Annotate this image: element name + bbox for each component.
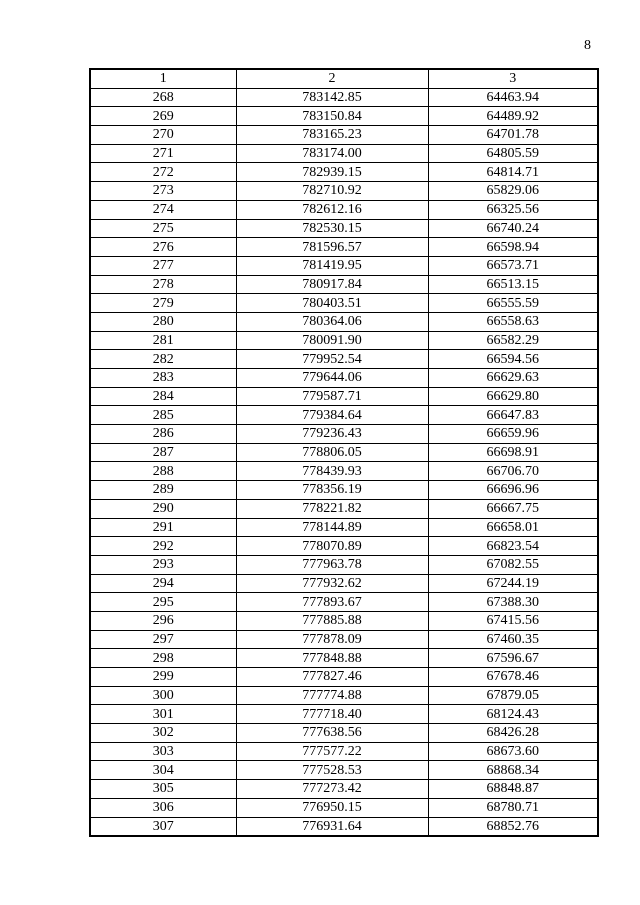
point-number-cell: 291 — [90, 518, 236, 537]
table-row — [90, 593, 598, 612]
point-number-cell: 272 — [90, 163, 236, 182]
table-row — [90, 798, 598, 817]
table-row — [90, 387, 598, 406]
x-coordinate-cell: 778144.89 — [236, 518, 428, 537]
y-coordinate-cell: 66555.59 — [428, 294, 598, 313]
y-coordinate-cell: 66740.24 — [428, 219, 598, 238]
point-number-cell: 284 — [90, 387, 236, 406]
table-row — [90, 256, 598, 275]
table-row — [90, 668, 598, 687]
table-row — [90, 705, 598, 724]
point-number-cell: 301 — [90, 705, 236, 724]
table-row — [90, 219, 598, 238]
y-coordinate-cell: 67388.30 — [428, 593, 598, 612]
table-row — [90, 649, 598, 668]
x-coordinate-cell: 779384.64 — [236, 406, 428, 425]
point-number-cell: 276 — [90, 238, 236, 257]
column-header: 2 — [236, 69, 428, 88]
table-row — [90, 780, 598, 799]
y-coordinate-cell: 68848.87 — [428, 780, 598, 799]
y-coordinate-cell: 66573.71 — [428, 256, 598, 275]
coordinates-table — [89, 68, 599, 837]
y-coordinate-cell: 68673.60 — [428, 742, 598, 761]
point-number-cell: 281 — [90, 331, 236, 350]
point-number-cell: 297 — [90, 630, 236, 649]
table-row — [90, 537, 598, 556]
table-row — [90, 817, 598, 836]
table-row — [90, 481, 598, 500]
table-row — [90, 126, 598, 145]
point-number-cell: 279 — [90, 294, 236, 313]
table-row — [90, 182, 598, 201]
y-coordinate-cell: 68780.71 — [428, 798, 598, 817]
x-coordinate-cell: 783150.84 — [236, 107, 428, 126]
x-coordinate-cell: 781419.95 — [236, 256, 428, 275]
point-number-cell: 270 — [90, 126, 236, 145]
x-coordinate-cell: 782710.92 — [236, 182, 428, 201]
x-coordinate-cell: 780364.06 — [236, 312, 428, 331]
x-coordinate-cell: 779952.54 — [236, 350, 428, 369]
y-coordinate-cell: 66629.80 — [428, 387, 598, 406]
y-coordinate-cell: 66513.15 — [428, 275, 598, 294]
table-row — [90, 611, 598, 630]
point-number-cell: 277 — [90, 256, 236, 275]
table-row — [90, 163, 598, 182]
table-row — [90, 275, 598, 294]
y-coordinate-cell: 67460.35 — [428, 630, 598, 649]
x-coordinate-cell: 782612.16 — [236, 200, 428, 219]
x-coordinate-cell: 778070.89 — [236, 537, 428, 556]
y-coordinate-cell: 66594.56 — [428, 350, 598, 369]
point-number-cell: 285 — [90, 406, 236, 425]
table-row — [90, 294, 598, 313]
x-coordinate-cell: 782939.15 — [236, 163, 428, 182]
y-coordinate-cell: 66647.83 — [428, 406, 598, 425]
y-coordinate-cell: 66667.75 — [428, 499, 598, 518]
point-number-cell: 300 — [90, 686, 236, 705]
point-number-cell: 275 — [90, 219, 236, 238]
point-number-cell: 299 — [90, 668, 236, 687]
table-row — [90, 499, 598, 518]
x-coordinate-cell: 780091.90 — [236, 331, 428, 350]
y-coordinate-cell: 66582.29 — [428, 331, 598, 350]
point-number-cell: 304 — [90, 761, 236, 780]
table-row — [90, 425, 598, 444]
y-coordinate-cell: 64489.92 — [428, 107, 598, 126]
y-coordinate-cell: 66658.01 — [428, 518, 598, 537]
page-number: 8 — [584, 38, 591, 53]
y-coordinate-cell: 68124.43 — [428, 705, 598, 724]
point-number-cell: 295 — [90, 593, 236, 612]
x-coordinate-cell: 782530.15 — [236, 219, 428, 238]
y-coordinate-cell: 66629.63 — [428, 369, 598, 388]
x-coordinate-cell: 783142.85 — [236, 88, 428, 107]
point-number-cell: 298 — [90, 649, 236, 668]
y-coordinate-cell: 67879.05 — [428, 686, 598, 705]
point-number-cell: 269 — [90, 107, 236, 126]
table-row — [90, 238, 598, 257]
y-coordinate-cell: 66598.94 — [428, 238, 598, 257]
table-row — [90, 724, 598, 743]
table-header — [90, 69, 598, 88]
y-coordinate-cell: 66706.70 — [428, 462, 598, 481]
table-row — [90, 88, 598, 107]
table-row — [90, 686, 598, 705]
y-coordinate-cell: 67082.55 — [428, 555, 598, 574]
x-coordinate-cell: 777963.78 — [236, 555, 428, 574]
table-row — [90, 200, 598, 219]
y-coordinate-cell: 64805.59 — [428, 144, 598, 163]
point-number-cell: 274 — [90, 200, 236, 219]
x-coordinate-cell: 777885.88 — [236, 611, 428, 630]
point-number-cell: 283 — [90, 369, 236, 388]
y-coordinate-cell: 65829.06 — [428, 182, 598, 201]
x-coordinate-cell: 780403.51 — [236, 294, 428, 313]
x-coordinate-cell: 777827.46 — [236, 668, 428, 687]
point-number-cell: 286 — [90, 425, 236, 444]
x-coordinate-cell: 776931.64 — [236, 817, 428, 836]
x-coordinate-cell: 777718.40 — [236, 705, 428, 724]
y-coordinate-cell: 67244.19 — [428, 574, 598, 593]
table-row — [90, 555, 598, 574]
y-coordinate-cell: 64701.78 — [428, 126, 598, 145]
x-coordinate-cell: 783165.23 — [236, 126, 428, 145]
y-coordinate-cell: 66659.96 — [428, 425, 598, 444]
x-coordinate-cell: 776950.15 — [236, 798, 428, 817]
point-number-cell: 273 — [90, 182, 236, 201]
table-row — [90, 312, 598, 331]
column-header: 3 — [428, 69, 598, 88]
point-number-cell: 268 — [90, 88, 236, 107]
y-coordinate-cell: 68426.28 — [428, 724, 598, 743]
header-row — [90, 69, 598, 88]
x-coordinate-cell: 778439.93 — [236, 462, 428, 481]
y-coordinate-cell: 66696.96 — [428, 481, 598, 500]
column-header: 1 — [90, 69, 236, 88]
point-number-cell: 307 — [90, 817, 236, 836]
point-number-cell: 302 — [90, 724, 236, 743]
x-coordinate-cell: 777577.22 — [236, 742, 428, 761]
table-row — [90, 350, 598, 369]
x-coordinate-cell: 777848.88 — [236, 649, 428, 668]
point-number-cell: 278 — [90, 275, 236, 294]
x-coordinate-cell: 778356.19 — [236, 481, 428, 500]
x-coordinate-cell: 779587.71 — [236, 387, 428, 406]
point-number-cell: 293 — [90, 555, 236, 574]
point-number-cell: 305 — [90, 780, 236, 799]
x-coordinate-cell: 777273.42 — [236, 780, 428, 799]
point-number-cell: 306 — [90, 798, 236, 817]
x-coordinate-cell: 779644.06 — [236, 369, 428, 388]
x-coordinate-cell: 777638.56 — [236, 724, 428, 743]
x-coordinate-cell: 777932.62 — [236, 574, 428, 593]
y-coordinate-cell: 68852.76 — [428, 817, 598, 836]
point-number-cell: 294 — [90, 574, 236, 593]
table-row — [90, 761, 598, 780]
y-coordinate-cell: 66698.91 — [428, 443, 598, 462]
table-row — [90, 462, 598, 481]
table-row — [90, 107, 598, 126]
x-coordinate-cell: 777893.67 — [236, 593, 428, 612]
point-number-cell: 287 — [90, 443, 236, 462]
point-number-cell: 280 — [90, 312, 236, 331]
x-coordinate-cell: 778221.82 — [236, 499, 428, 518]
table-row — [90, 331, 598, 350]
y-coordinate-cell: 68868.34 — [428, 761, 598, 780]
point-number-cell: 303 — [90, 742, 236, 761]
y-coordinate-cell: 67596.67 — [428, 649, 598, 668]
y-coordinate-cell: 66558.63 — [428, 312, 598, 331]
y-coordinate-cell: 64814.71 — [428, 163, 598, 182]
table-row — [90, 630, 598, 649]
y-coordinate-cell: 67678.46 — [428, 668, 598, 687]
x-coordinate-cell: 779236.43 — [236, 425, 428, 444]
x-coordinate-cell: 780917.84 — [236, 275, 428, 294]
point-number-cell: 271 — [90, 144, 236, 163]
table-body — [90, 88, 598, 836]
x-coordinate-cell: 777528.53 — [236, 761, 428, 780]
y-coordinate-cell: 64463.94 — [428, 88, 598, 107]
y-coordinate-cell: 67415.56 — [428, 611, 598, 630]
x-coordinate-cell: 777774.88 — [236, 686, 428, 705]
x-coordinate-cell: 781596.57 — [236, 238, 428, 257]
table-row — [90, 742, 598, 761]
point-number-cell: 290 — [90, 499, 236, 518]
table-row — [90, 406, 598, 425]
point-number-cell: 292 — [90, 537, 236, 556]
point-number-cell: 282 — [90, 350, 236, 369]
point-number-cell: 296 — [90, 611, 236, 630]
table-row — [90, 369, 598, 388]
y-coordinate-cell: 66823.54 — [428, 537, 598, 556]
table-row — [90, 443, 598, 462]
table-row — [90, 518, 598, 537]
x-coordinate-cell: 783174.00 — [236, 144, 428, 163]
point-number-cell: 289 — [90, 481, 236, 500]
table-row — [90, 144, 598, 163]
y-coordinate-cell: 66325.56 — [428, 200, 598, 219]
point-number-cell: 288 — [90, 462, 236, 481]
x-coordinate-cell: 777878.09 — [236, 630, 428, 649]
table-row — [90, 574, 598, 593]
x-coordinate-cell: 778806.05 — [236, 443, 428, 462]
